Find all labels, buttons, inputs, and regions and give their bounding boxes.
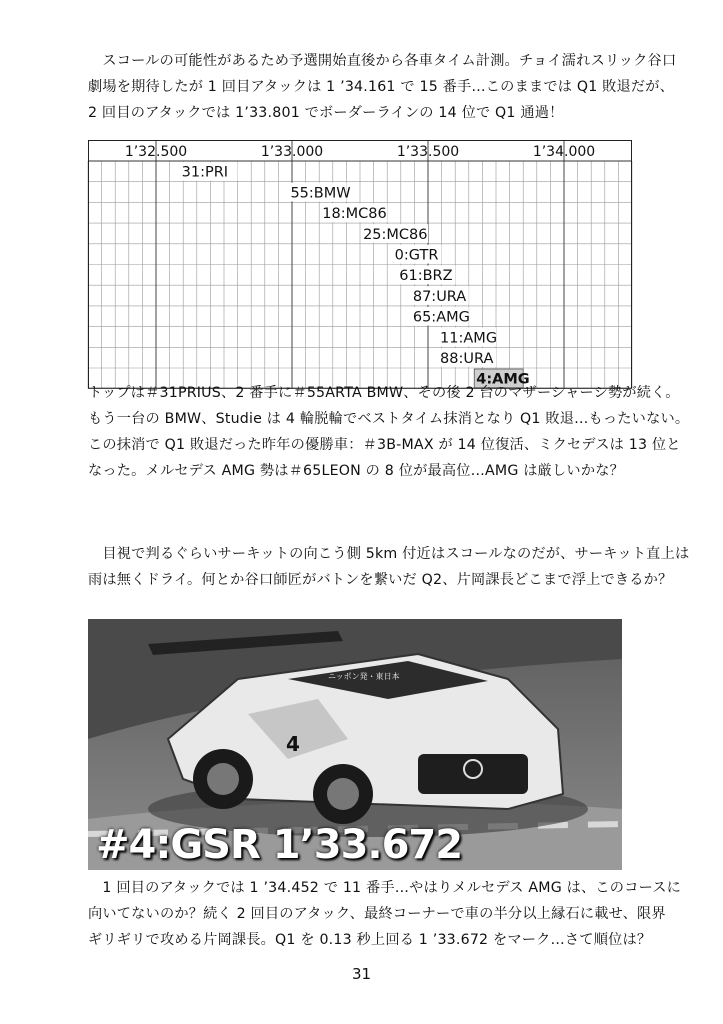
entry-label: 0:GTR: [394, 247, 439, 264]
entry-label: 4:AMG: [476, 371, 530, 388]
entry-label: 31:PRI: [181, 164, 229, 181]
text-line: 劇場を期待したが 1 回目アタックは 1 ’34.161 で 15 番手…このままでは Q1 敗退だが、: [88, 79, 675, 95]
text-line: 1 回目のアタックでは 1 ’34.452 で 11 番手…やはりメルセデス AMG は、このコースに: [88, 880, 682, 896]
race-car-photo: [88, 619, 622, 870]
tick-label: 1’33.000: [260, 144, 324, 160]
text-line: 2 回目のアタックでは 1’33.801 でボーダーラインの 14 位で Q1 通過！: [88, 105, 564, 121]
page-number: 31: [351, 965, 372, 983]
text-line: もう一台の BMW、Studie は 4 輪脱輪でベストタイム抹消となり Q1 敗退…もったいない。: [88, 411, 690, 427]
entry-label: 87:URA: [412, 288, 467, 305]
entry-label: 55:BMW: [290, 185, 351, 202]
entry-label: 25:MC86: [363, 226, 428, 243]
photo-caption: #4:GSR 1’33.672: [96, 822, 463, 868]
q2-result-paragraph: [88, 875, 682, 953]
tick-label: 1’33.500: [396, 144, 460, 160]
entry-label: 18:MC86: [322, 206, 387, 223]
text-line: なった。メルセデス AMG 勢は＃65LEON の 8 位が最高位…AMG は厳しいかな？: [88, 463, 624, 479]
q1-time-chart: [88, 140, 632, 388]
text-line: 雨は無くドライ。何とか谷口師匠がバトンを繋いだ Q2、片岡課長どこまで浮上できるか？: [88, 572, 673, 588]
entry-label: 65:AMG: [412, 309, 470, 326]
intro-paragraph: [88, 48, 677, 126]
entry-label: 88:URA: [440, 351, 494, 367]
text-line: トップは＃31PRIUS、2 番手に＃55ARTA BMW、その後 2 台のマザーシャーシ勢が続く。: [88, 385, 680, 401]
q1-summary-paragraph: [88, 380, 690, 484]
entry-label: 11:AMG: [440, 330, 498, 347]
text-line: 向いてないのか？続く 2 回目のアタック、最終コーナーで車の半分以上縁石に載せ、限界: [88, 906, 666, 922]
car-number-text: 4: [286, 732, 300, 756]
tick-label: 1’32.500: [124, 144, 188, 160]
text-line: ギリギリで攻める片岡課長。Q1 を 0.13 秒上回る 1 ’33.672 をマーク…さて順位は？: [88, 932, 652, 948]
q2-intro-paragraph: [88, 541, 690, 593]
entry-label: 61:BRZ: [399, 268, 453, 285]
text-line: この抹消で Q1 敗退だった昨年の優勝車：＃3B-MAX が 14 位復活、ミクセデスは 13 位と: [88, 437, 681, 453]
text-line: スコールの可能性があるため予選開始直後から各車タイム計測。チョイ濡れスリック谷口: [88, 53, 677, 69]
tick-label: 1’34.000: [532, 144, 596, 160]
windshield-text: ニッポン発・東日本: [328, 672, 400, 681]
text-line: 目視で判るぐらいサーキットの向こう側 5km 付近はスコールなのだが、サーキット直上は: [88, 546, 690, 562]
